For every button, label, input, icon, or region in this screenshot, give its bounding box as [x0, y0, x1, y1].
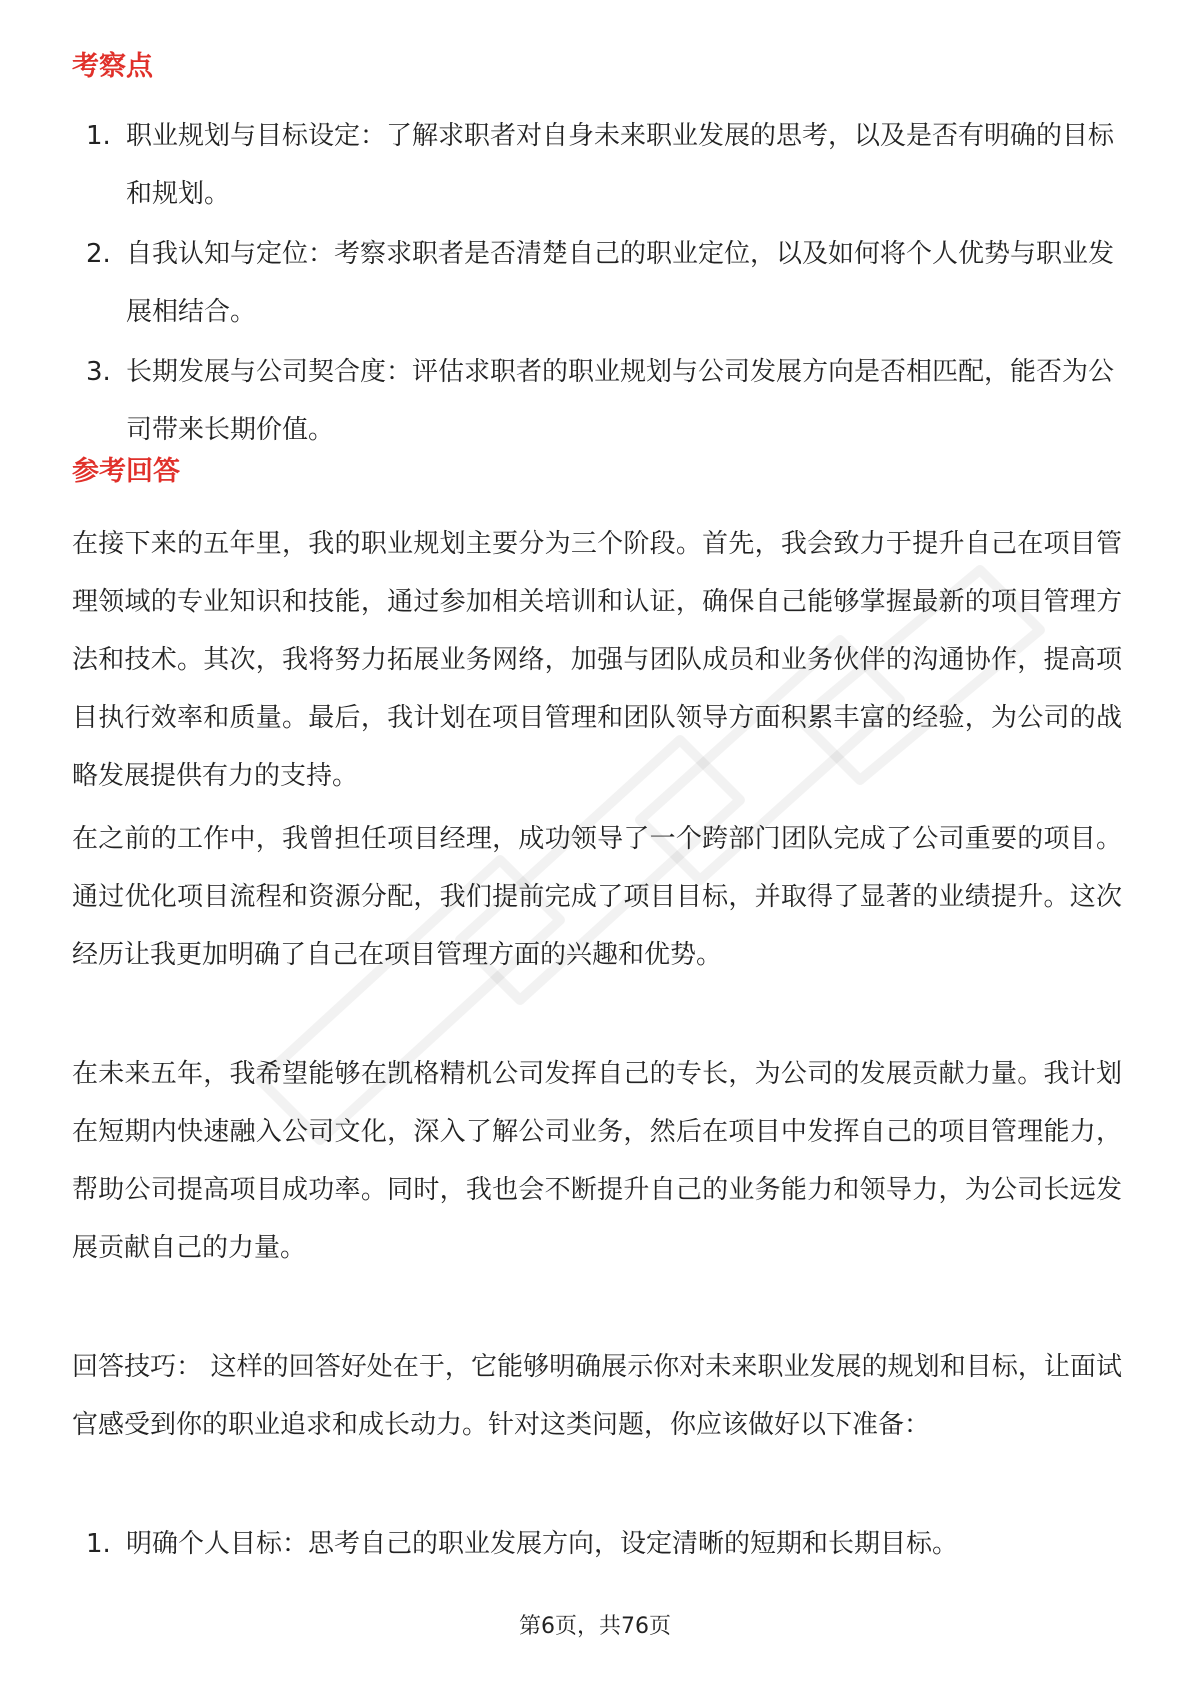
- answer-paragraph-3: 在未来五年，我希望能够在凯格精机公司发挥自己的专长，为公司的发展贡献力量。我计划在短期内快速融入公司文化，深入了解公司业务，然后在项目中发挥自己的项目管理能力，帮助公司提高项目成功率。同时，我也会不断提升自己的业务能力和领导力，为公司长远发展贡献自己的力量。: [72, 1059, 1122, 1263]
- list-item-number: 2.: [86, 239, 111, 269]
- section-heading-reference-answer: 参考回答: [72, 456, 180, 487]
- list-item-number: 3.: [86, 357, 111, 387]
- tips-list: [72, 1515, 1122, 1575]
- page-number: 第6页，共76页: [519, 1614, 671, 1639]
- list-item-text: 职业规划与目标设定：了解求职者对自身未来职业发展的思考，以及是否有明确的目标和规划。: [126, 121, 1115, 209]
- answer-tips-paragraph: 回答技巧： 这样的回答好处在于，它能够明确展示你对未来职业发展的规划和目标，让面试官感受到你的职业追求和成长动力。针对这类问题，你应该做好以下准备：: [72, 1352, 1122, 1440]
- list-item: [72, 225, 1122, 341]
- list-item: [72, 107, 1122, 223]
- list-item: [72, 343, 1122, 459]
- list-item-number: 1.: [86, 121, 111, 151]
- list-item-text: 自我认知与定位：考察求职者是否清楚自己的职业定位，以及如何将个人优势与职业发展相结合。: [126, 239, 1115, 327]
- list-item-number: 1.: [86, 1529, 111, 1559]
- answer-paragraph-2: 在之前的工作中，我曾担任项目经理，成功领导了一个跨部门团队完成了公司重要的项目。通过优化项目流程和资源分配，我们提前完成了项目目标，并取得了显著的业绩提升。这次经历让我更加明确了自己在项目管理方面的兴趣和优势。: [72, 824, 1122, 970]
- exam-points-list: [72, 107, 1122, 461]
- list-item-text: 长期发展与公司契合度：评估求职者的职业规划与公司发展方向是否相匹配，能否为公司带来长期价值。: [126, 357, 1115, 445]
- answer-paragraph-1: 在接下来的五年里，我的职业规划主要分为三个阶段。首先，我会致力于提升自己在项目管理领域的专业知识和技能，通过参加相关培训和认证，确保自己能够掌握最新的项目管理方法和技术。其次，我将努力拓展业务网络，加强与团队成员和业务伙伴的沟通协作，提高项目执行效率和质量。最后，我计划在项目管理和团队领导方面积累丰富的经验，为公司的战略发展提供有力的支持。: [72, 529, 1122, 791]
- list-item-text: 明确个人目标：思考自己的职业发展方向，设定清晰的短期和长期目标。: [126, 1529, 959, 1559]
- list-item: [72, 1515, 1122, 1573]
- section-heading-exam-points: 考察点: [72, 51, 153, 82]
